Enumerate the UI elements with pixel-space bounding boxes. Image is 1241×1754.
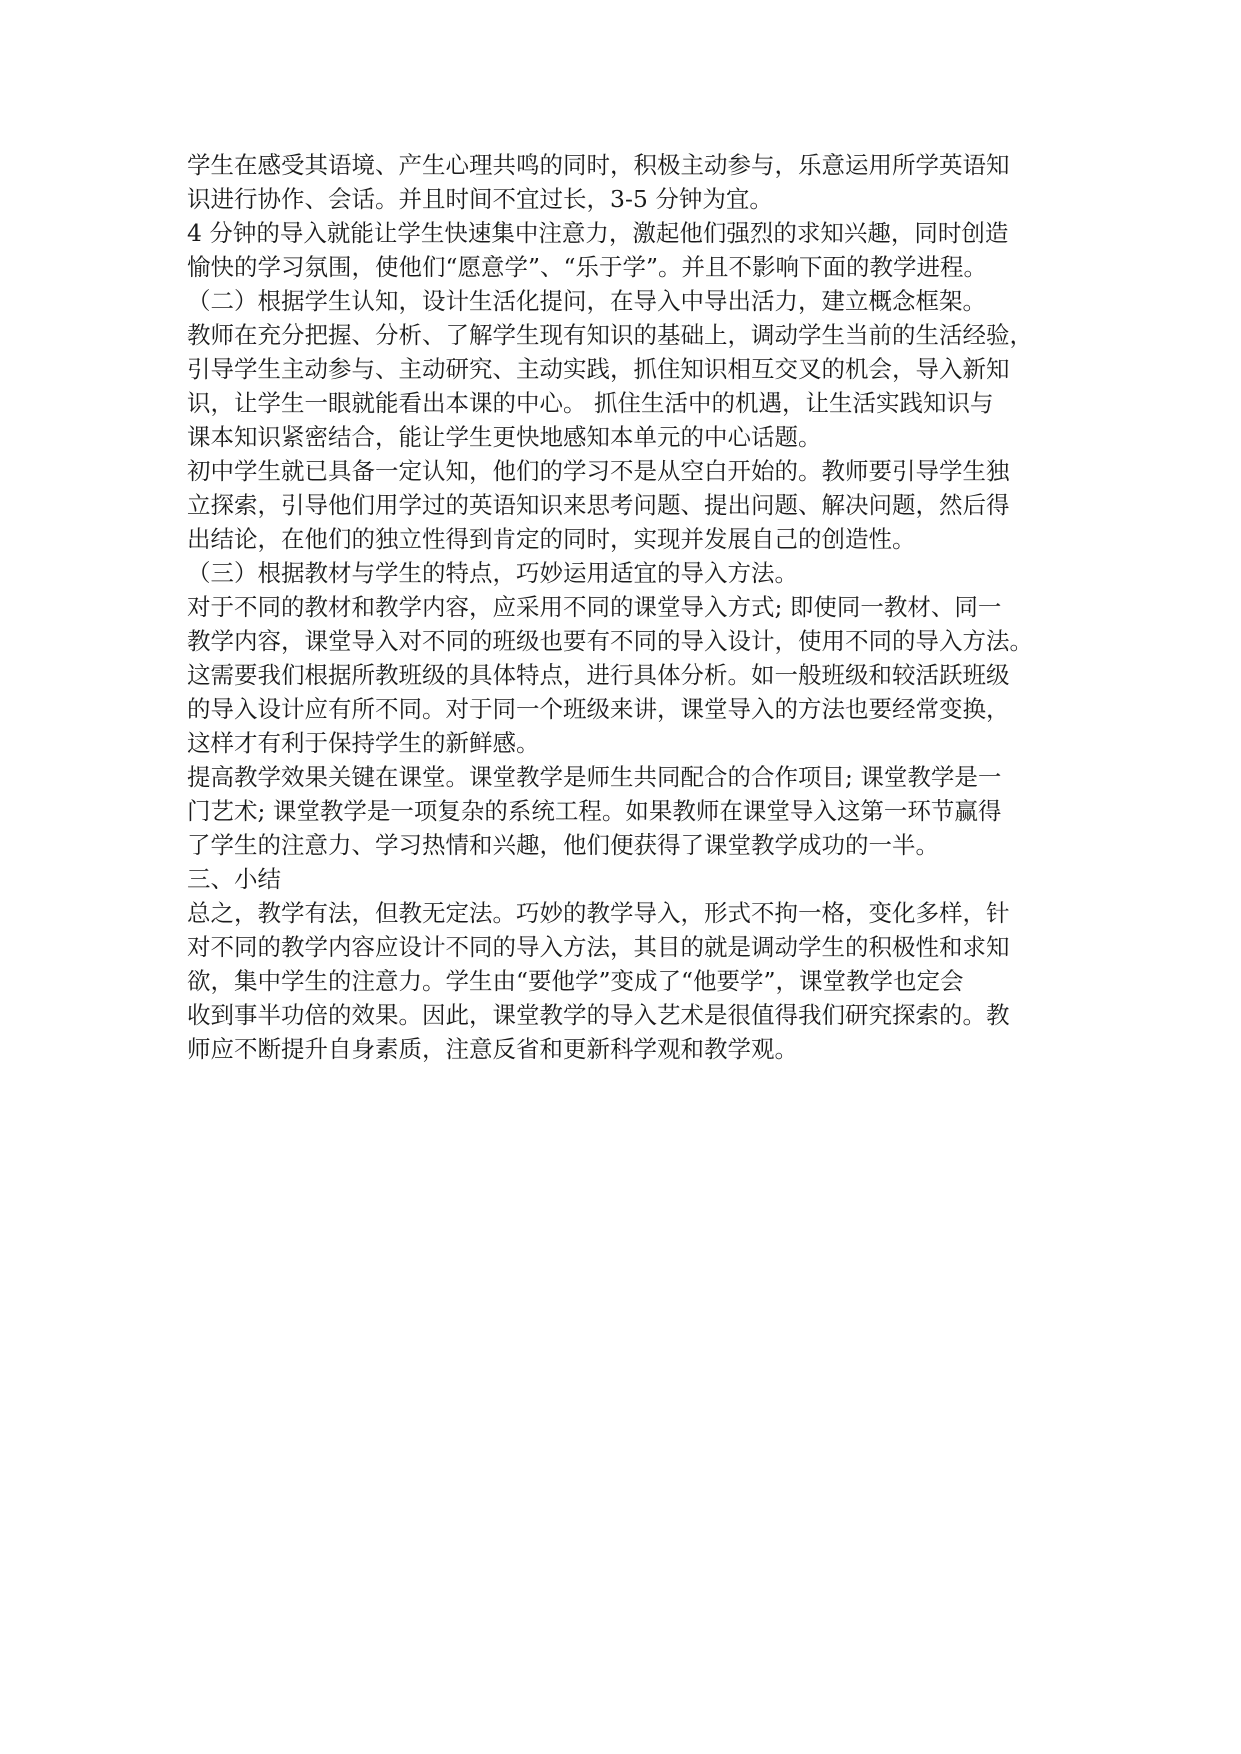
text-line: 识，让学生一眼就能看出本课的中心。 抓住生活中的机遇，让生活实践知识与	[187, 389, 994, 417]
section-heading: （三）根据教材与学生的特点，巧妙运用适宜的导入方法。	[187, 559, 798, 587]
text-line: 对于不同的教材和教学内容，应采用不同的课堂导入方式; 即使同一教材、同一	[187, 593, 1002, 621]
text-line: 4 分钟的导入就能让学生快速集中注意力，激起他们强烈的求知兴趣，同时创造	[187, 219, 1009, 247]
text-line: 师应不断提升自身素质，注意反省和更新科学观和教学观。	[187, 1035, 798, 1063]
text-line: 教学内容，课堂导入对不同的班级也要有不同的导入设计，使用不同的导入方法。	[187, 627, 1033, 655]
text-line: 课本知识紧密结合，能让学生更快地感知本单元的中心话题。	[187, 423, 822, 451]
text-line: 欲，集中学生的注意力。学生由“要他学”变成了“他要学”，课堂教学也定会	[187, 967, 964, 995]
text-line: 学生在感受其语境、产生心理共鸣的同时，积极主动参与，乐意运用所学英语知	[187, 151, 1010, 179]
section-heading: 三、小结	[187, 865, 281, 893]
text-line: 总之，教学有法，但教无定法。巧妙的教学导入，形式不拘一格，变化多样，针	[187, 899, 1010, 927]
text-line: 提高教学效果关键在课堂。课堂教学是师生共同配合的合作项目; 课堂教学是一	[187, 763, 1002, 791]
text-line: 门艺术; 课堂教学是一项复杂的系统工程。如果教师在课堂导入这第一环节赢得	[187, 797, 1002, 825]
text-line: 识进行协作、会话。并且时间不宜过长，3-5 分钟为宜。	[187, 185, 773, 213]
document-body	[187, 148, 1053, 1066]
text-line: 教师在充分把握、分析、了解学生现有知识的基础上，调动学生当前的生活经验，	[187, 321, 1033, 349]
text-line: 出结论，在他们的独立性得到肯定的同时，实现并发展自己的创造性。	[187, 525, 916, 553]
text-line: 收到事半功倍的效果。因此，课堂教学的导入艺术是很值得我们研究探索的。教	[187, 1001, 1010, 1029]
text-line: 的导入设计应有所不同。对于同一个班级来讲，课堂导入的方法也要经常变换，	[187, 695, 1010, 723]
text-line: 这需要我们根据所教班级的具体特点，进行具体分析。如一般班级和较活跃班级	[187, 661, 1010, 689]
text-line: 了学生的注意力、学习热情和兴趣，他们便获得了课堂教学成功的一半。	[187, 831, 939, 859]
text-line: 对不同的教学内容应设计不同的导入方法，其目的就是调动学生的积极性和求知	[187, 933, 1010, 961]
section-heading: （二）根据学生认知，设计生活化提问，在导入中导出活力，建立概念框架。	[187, 287, 986, 315]
text-line: 愉快的学习氛围，使他们“愿意学”、“乐于学”。并且不影响下面的教学进程。	[187, 253, 988, 281]
text-line: 立探索，引导他们用学过的英语知识来思考问题、提出问题、解决问题，然后得	[187, 491, 1010, 519]
text-line: 初中学生就已具备一定认知，他们的学习不是从空白开始的。教师要引导学生独	[187, 457, 1010, 485]
text-line: 这样才有利于保持学生的新鲜感。	[187, 729, 540, 757]
text-line: 引导学生主动参与、主动研究、主动实践，抓住知识相互交叉的机会，导入新知	[187, 355, 1010, 383]
